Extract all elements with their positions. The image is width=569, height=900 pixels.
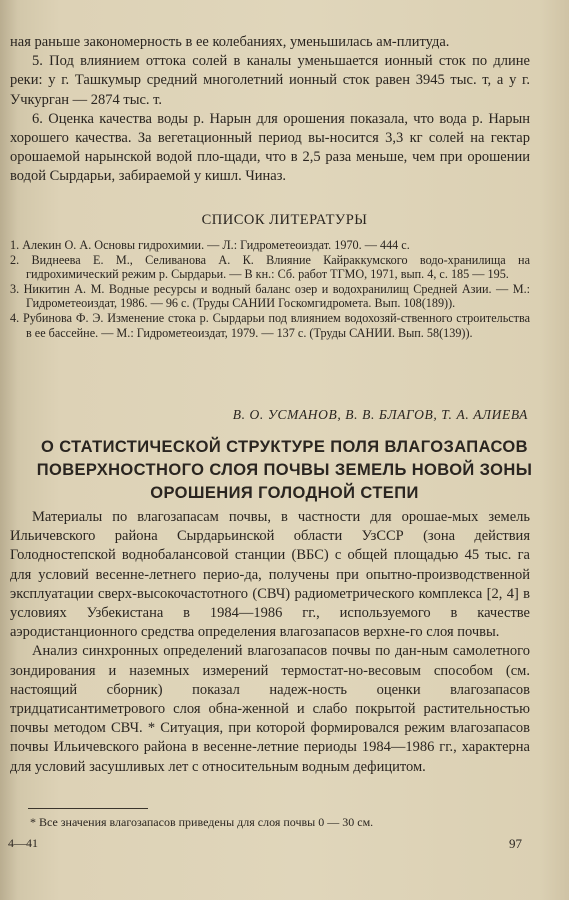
article-authors: В. О. УСМАНОВ, В. В. БЛАГОВ, Т. А. АЛИЕВА xyxy=(232,407,528,422)
article-title xyxy=(0,436,569,505)
paragraph-point-6: 6. Оценка качества воды р. Нарын для орошения показала, что вода р. Нарын хорошего качества. За вегетационный период вы-носится 3,3 кг солей на гектар орошаемой нарынской водой пло-щади, что в 2,5 раза меньше, чем при орошении водой Сырдарьи, забираемой у кишл. Чиназ. xyxy=(10,110,530,185)
signature-mark: 4—41 xyxy=(8,836,38,850)
article-body xyxy=(10,508,530,777)
previous-article-conclusions xyxy=(10,33,530,187)
page-number: 97 xyxy=(509,836,522,851)
references-list xyxy=(10,238,530,340)
article-title-line: ОРОШЕНИЯ ГОЛОДНОЙ СТЕПИ xyxy=(150,484,419,502)
reference-item: 2. Виднеева Е. М., Селиванова А. К. Влияние Кайраккумского водо-хранилища на гидрохимический режим р. Сырдарьи. — В кн.: Сб. работ ТГМО, 1971, вып. 4, с. 185 — 195. xyxy=(10,252,530,282)
reference-item: 4. Рубинова Ф. Э. Изменение стока р. Сырдарьи под влиянием водохозяй-ственного строительства в ее бассейне. — М.: Гидрометеоиздат, 1979. — 137 с. (Труды САНИИ. Вып. 58(139)). xyxy=(10,310,530,340)
article-title-line: ПОВЕРХНОСТНОГО СЛОЯ ПОЧВЫ ЗЕМЕЛЬ НОВОЙ ЗОНЫ xyxy=(36,461,533,479)
paragraph-point-5: 5. Под влиянием оттока солей в каналы уменьшается ионный сток по длине реки: у г. Ташкумыр средний многолетний ионный сток равен 3945 тыс. т, а у г. Учкурган — 2874 тыс. т. xyxy=(10,53,530,108)
reference-item: 1. Алекин О. А. Основы гидрохимии. — Л.: Гидрометеоиздат. 1970. — 444 с. xyxy=(10,238,410,252)
body-paragraph: Материалы по влагозапасам почвы, в частности для орошае-мых земель Ильичевского района Сырдарьинской области УзССР (зона действия Голодностепской воднобалансовой станции (ВБС) с общей площадью 45 тыс. га для условий весенне-летнего перио-да, получены при опытно-производственной эксплуатации сверх-высокочастотного (СВЧ) радиометрического комплекса [2, 4] в условиях Узбекистана в 1984—1986 гг., используемого в качестве аэродистанционного средства определения влагозапасов верхне-го слоя почвы. xyxy=(10,509,530,641)
paragraph-continuation: ная раньше закономерность в ее колебаниях, уменьшилась ам-плитуда. xyxy=(10,34,450,50)
references-heading: СПИСОК ЛИТЕРАТУРЫ xyxy=(201,212,368,228)
body-paragraph: Анализ синхронных определений влагозапасов почвы по дан-ным самолетного зондирования и наземных измерений термостат-но-весовым способом (см. настоящий сборник) показал надеж-ность оценки влагозапасов тридцатисантиметрового слоя обна-женной и слабо покрытой растительностью почвы методом СВЧ. * Ситуация, при которой формировался режим влагозапасов почвы Ильичевского района в весенне-летние периоды 1984—1986 гг., характерна для условий засушливых лет с относительным водным дефицитом. xyxy=(10,643,530,775)
reference-item: 3. Никитин А. М. Водные ресурсы и водный баланс озер и водохранилищ Средней Азии. — М.: Гидрометеоиздат, 1986. — 96 с. (Труды САНИИ Госкомгидромета. Вып. 108(189)). xyxy=(10,281,530,311)
article-title-line: О СТАТИСТИЧЕСКОЙ СТРУКТУРЕ ПОЛЯ ВЛАГОЗАПАСОВ xyxy=(41,438,528,456)
footnote-divider xyxy=(28,808,148,809)
footnote: * Все значения влагозапасов приведены для слоя почвы 0 — 30 см. xyxy=(30,815,374,829)
